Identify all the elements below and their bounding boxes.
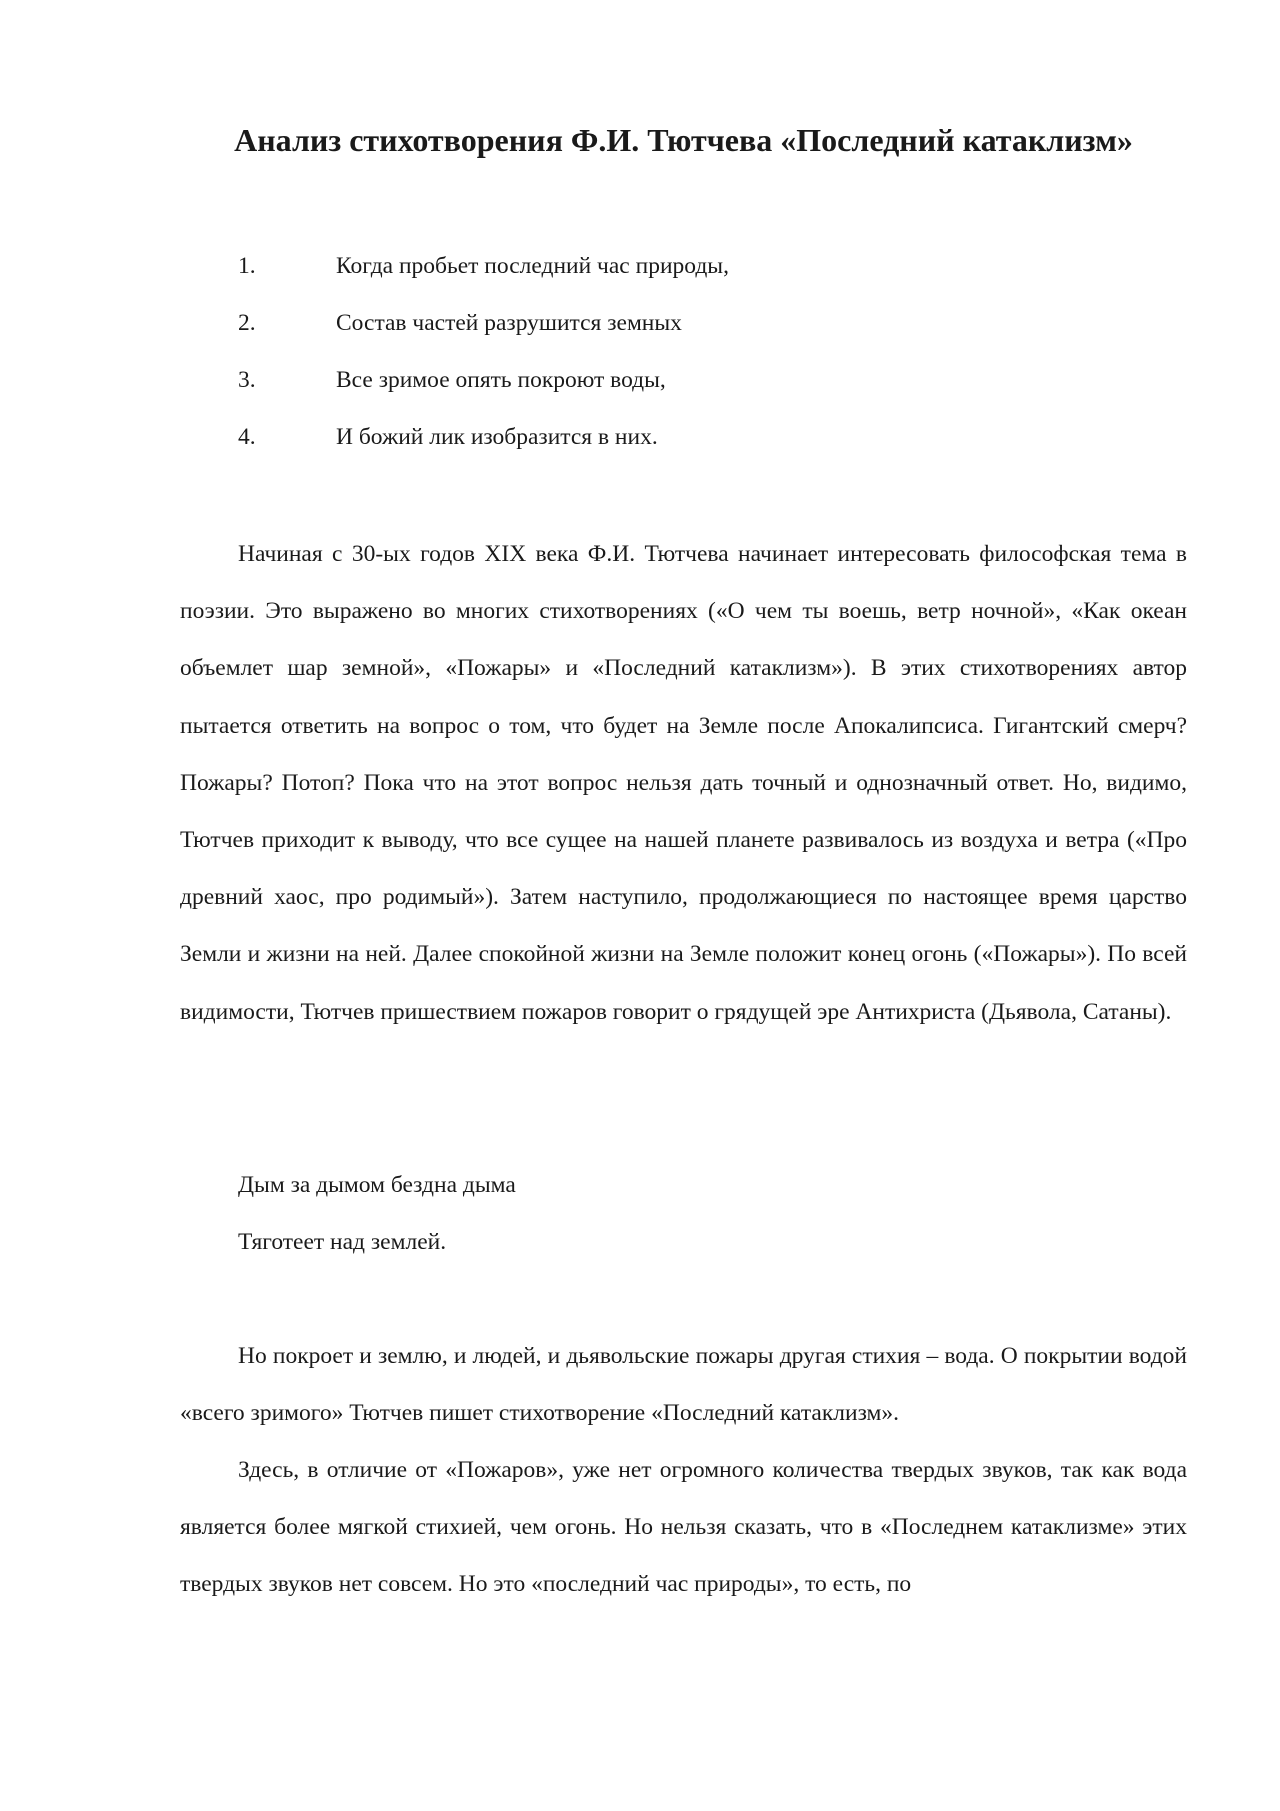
poem-line-number: 2. — [238, 310, 256, 336]
page-title: Анализ стихотворения Ф.И. Тютчева «Последний катаклизм» — [234, 122, 1133, 158]
body-paragraph-sounds: Здесь, в отличие от «Пожаров», уже нет огромного количества твердых звуков, так как вода является более мягкой стихией, чем огонь. Но нельзя сказать, что в «Последнем катаклизме» этих твердых звуков нет совсем. Но это «последний час природы», то есть, по — [180, 1457, 1187, 1598]
poem-line — [238, 250, 729, 307]
body-paragraph-intro: Начиная с 30-ых годов XIX века Ф.И. Тютчева начинает интересовать философская тема в поэзии. Это выражено во многих стихотворениях («О чем ты воешь, ветр ночной», «Как океан объемлет шар земной», «Пожары» и «Последний катаклизм»). В этих стихотворениях автор пытается ответить на вопрос о том, что будет на Земле после Апокалипсиса. Гигантский смерч? Пожары? Потоп? Пока что на этот вопрос нельзя дать точный и однозначный ответ. Но, видимо, Тютчев приходит к выводу, что все сущее на нашей планете развивалось из воздуха и ветра («Про древний хаос, про родимый»). Затем наступило, продолжающиеся по настоящее время царство Земли и жизни на ней. Далее спокойной жизни на Земле положит конец огонь («Пожары»). По всей видимости, Тютчев пришествием пожаров говорит о грядущей эре Антихриста (Дьявола, Сатаны). — [180, 541, 1187, 1025]
poem-line-text: Когда пробьет последний час природы, — [336, 253, 729, 279]
poem-list — [238, 250, 729, 478]
poem-line-text: И божий лик изобразится в них. — [336, 424, 658, 450]
poem-line-text: Состав частей разрушится земных — [336, 310, 682, 336]
body-paragraph-water: Но покроет и землю, и людей, и дьявольские пожары другая стихия – вода. О покрытии водой «всего зримого» Тютчев пишет стихотворение «Последний катаклизм». — [180, 1343, 1187, 1427]
poem-line-text: Все зримое опять покроют воды, — [336, 367, 666, 393]
poem-line-number: 3. — [238, 367, 256, 393]
poem-line — [238, 421, 729, 478]
poem-line — [238, 307, 729, 364]
quote-line: Дым за дымом бездна дыма — [238, 1172, 516, 1198]
poem-line-number: 4. — [238, 424, 256, 450]
poem-line — [238, 364, 729, 421]
quote-line: Тяготеет над землей. — [238, 1229, 447, 1255]
quote-verse — [238, 1157, 516, 1271]
poem-line-number: 1. — [238, 253, 256, 279]
